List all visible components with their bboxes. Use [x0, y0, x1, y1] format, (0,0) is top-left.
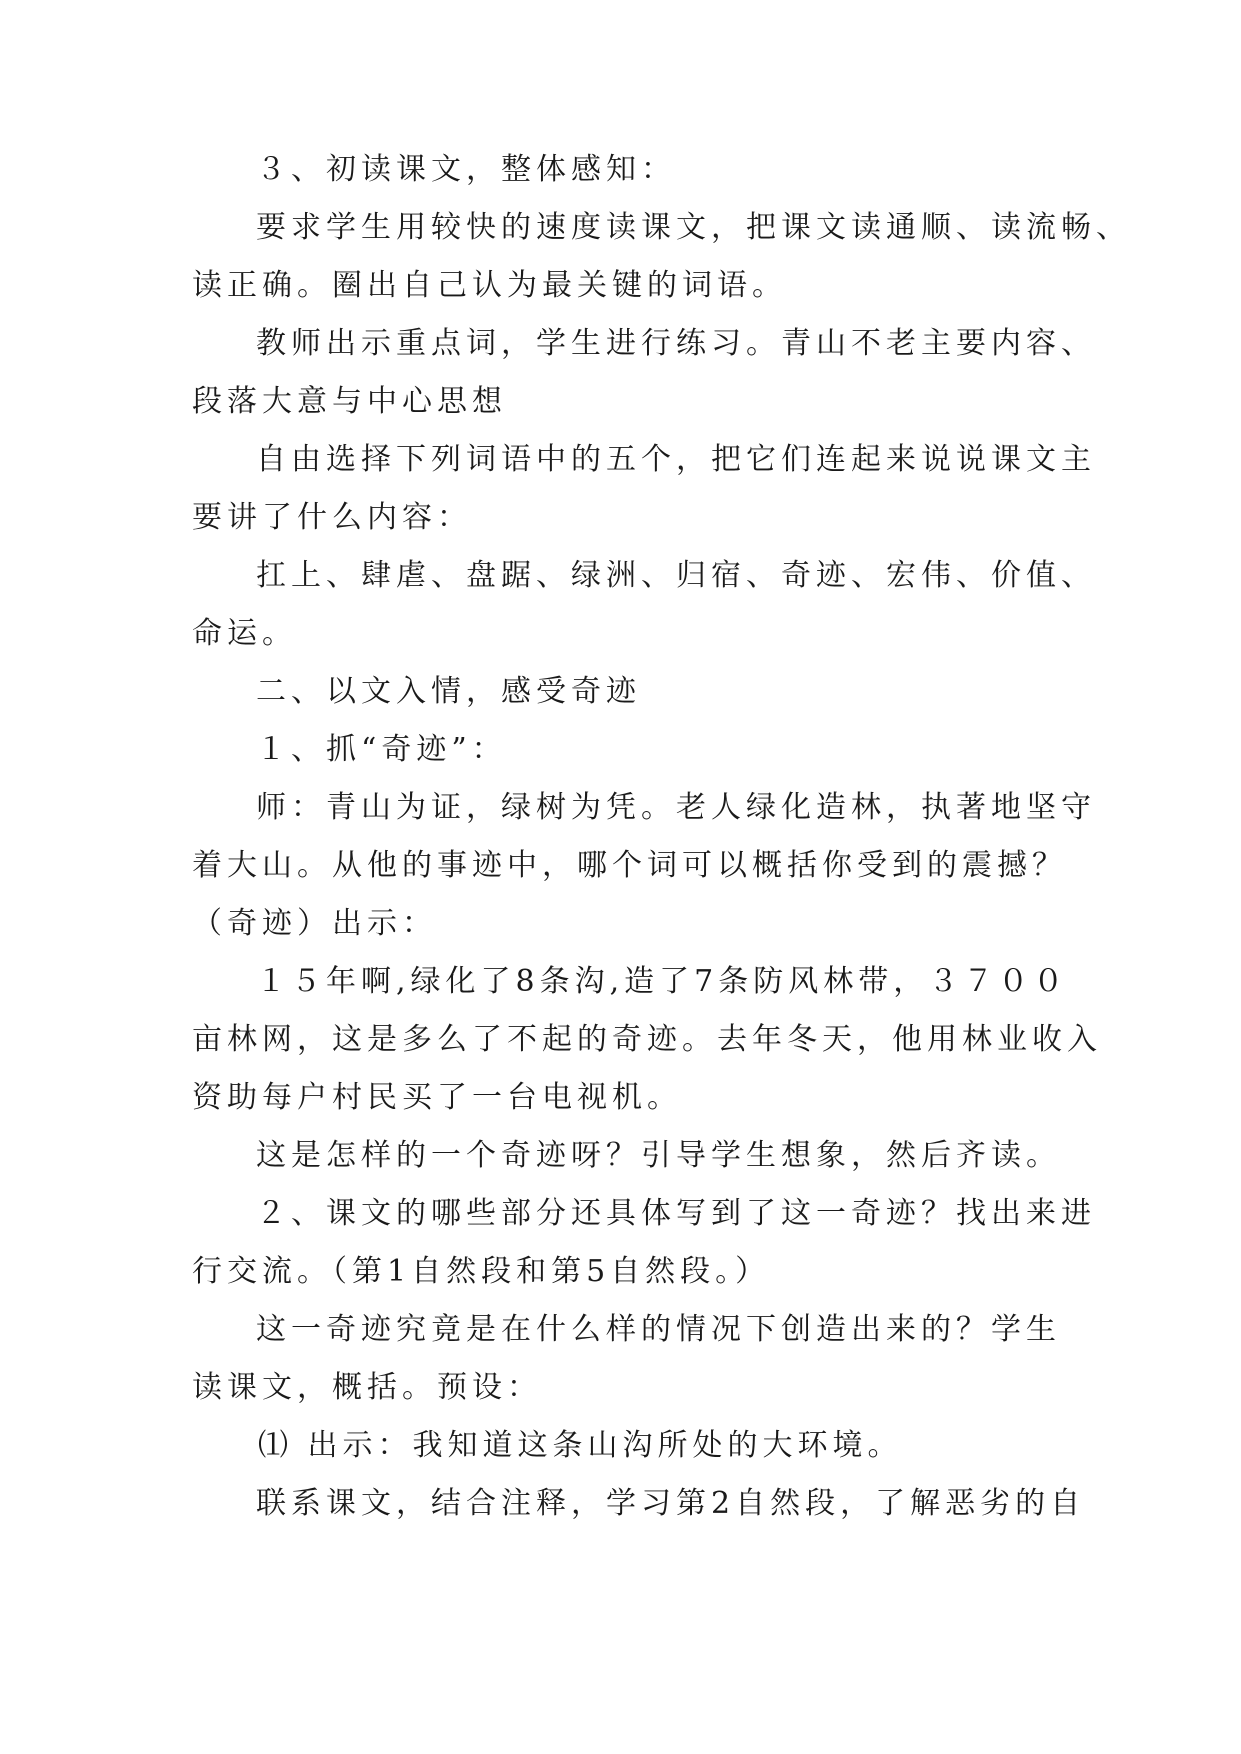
text-line: １５年啊,绿化了8条沟,造了7条防风林带，３７００: [256, 964, 1069, 999]
text-line: 段落大意与中心思想: [192, 384, 507, 419]
text-line: 亩林网，这是多么了不起的奇迹。去年冬天，他用林业收入: [192, 1022, 1102, 1057]
text-line: 扛上、肆虐、盘踞、绿洲、归宿、奇迹、宏伟、价值、: [256, 558, 1096, 593]
text-line: 行交流。（第1自然段和第5自然段。）: [192, 1254, 771, 1289]
text-line: 这一奇迹究竟是在什么样的情况下创造出来的？学生: [256, 1312, 1061, 1347]
text-line: 师：青山为证，绿树为凭。老人绿化造林，执著地坚守: [256, 790, 1096, 825]
text-line: 教师出示重点词，学生进行练习。青山不老主要内容、: [256, 326, 1096, 361]
text-line: 联系课文，结合注释，学习第2自然段，了解恶劣的自: [256, 1486, 1086, 1521]
text-line: １、抓“奇迹”：: [256, 732, 507, 767]
text-line: 命运。: [192, 616, 297, 651]
text-line: ２、课文的哪些部分还具体写到了这一奇迹？找出来进: [256, 1196, 1096, 1231]
text-line: 读课文，概括。预设：: [192, 1370, 542, 1405]
text-line: 着大山。从他的事迹中，哪个词可以概括你受到的震撼？: [192, 848, 1067, 883]
text-line: ⑴ 出示：我知道这条山沟所处的大环境。: [258, 1428, 903, 1463]
text-line: （奇迹）出示：: [192, 906, 437, 941]
section-heading: 二、以文入情，感受奇迹: [256, 674, 641, 709]
text-line: ３、初读课文，整体感知：: [256, 152, 676, 187]
text-line: 自由选择下列词语中的五个，把它们连起来说说课文主: [256, 442, 1096, 477]
text-line: 要讲了什么内容：: [192, 500, 472, 535]
text-line: 资助每户村民买了一台电视机。: [192, 1080, 682, 1115]
text-line: 要求学生用较快的速度读课文，把课文读通顺、读流畅、: [256, 210, 1131, 245]
text-line: 读正确。圈出自己认为最关键的词语。: [192, 268, 787, 303]
text-line: 这是怎样的一个奇迹呀？引导学生想象，然后齐读。: [256, 1138, 1061, 1173]
